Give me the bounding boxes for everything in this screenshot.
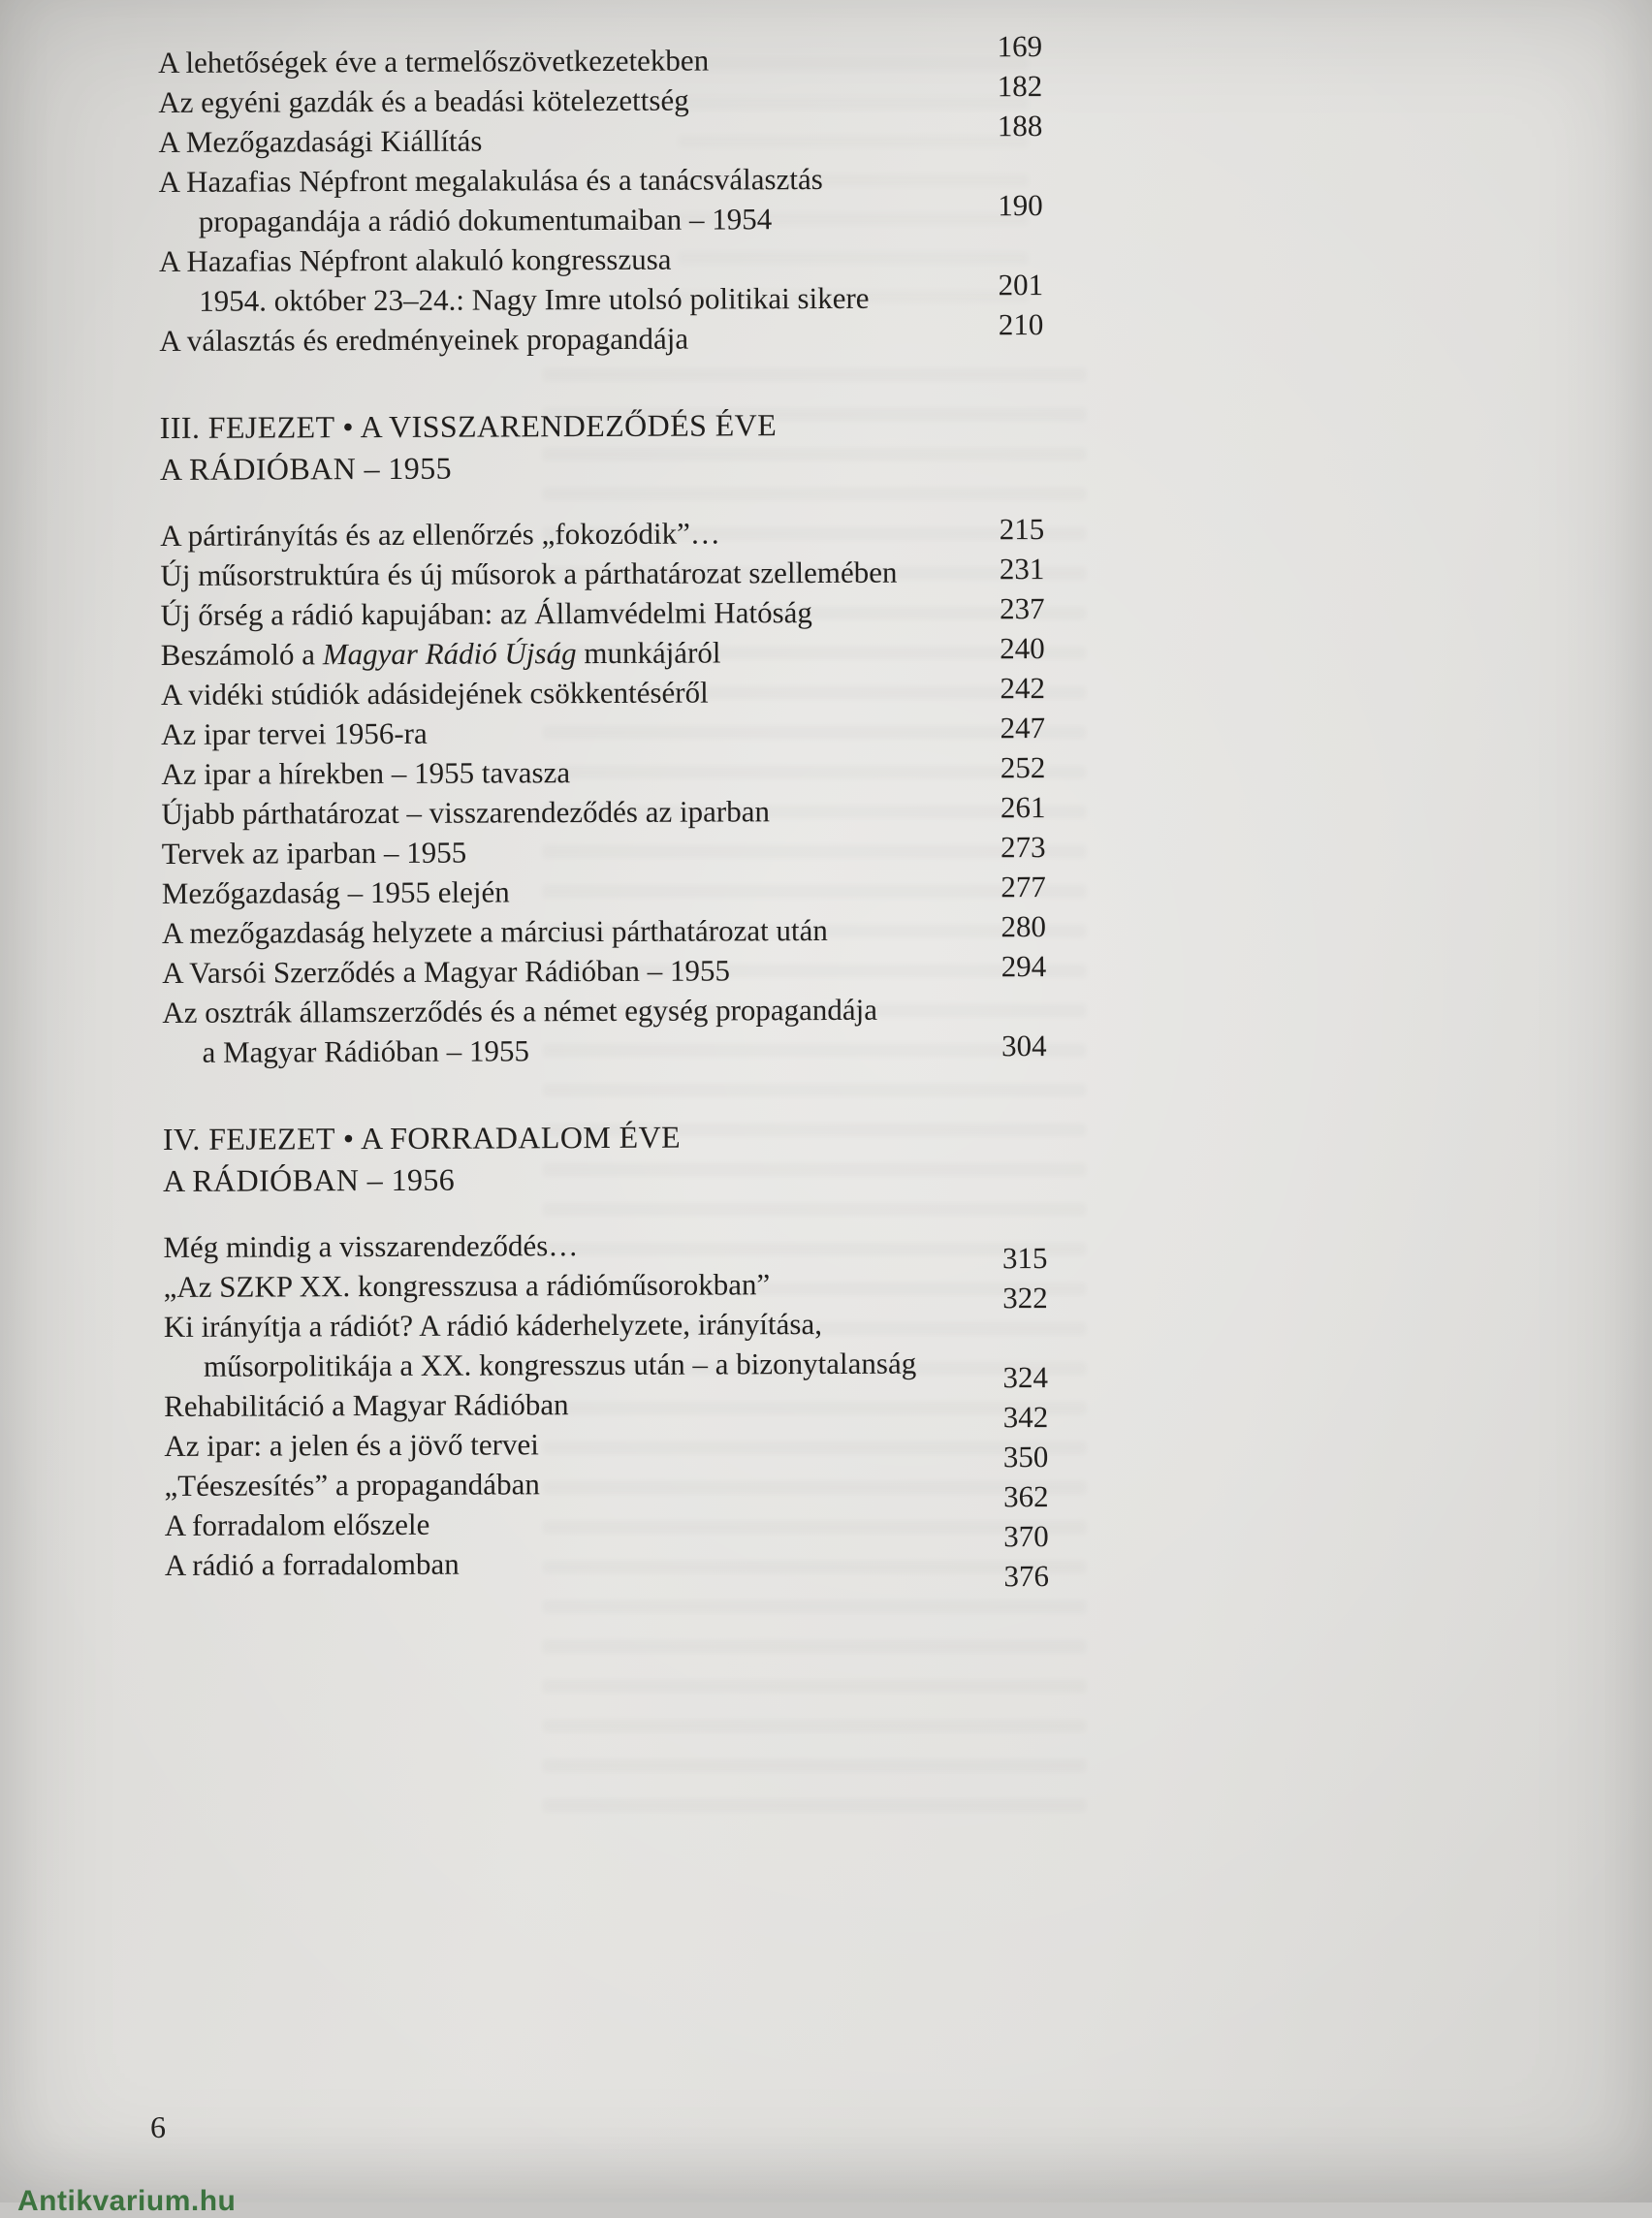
toc-entry [158,69,1043,122]
toc-entry-page-number: 201 [998,268,1044,302]
toc-entry [160,512,1044,555]
toc-entry-page-number: 324 [1002,1360,1049,1395]
toc-entry-line: A Hazafias Népfront alakuló kongresszusa [158,241,672,278]
toc-entry-title [160,591,963,635]
table-of-contents [158,29,1049,1594]
toc-entry-line: A forradalom előszele [164,1506,430,1542]
toc-section [160,403,1047,1072]
toc-entry-title [161,750,964,794]
toc-entry-title [163,1223,966,1267]
toc-entry-page-number: 350 [1002,1440,1049,1474]
toc-entry-line: Mezőgazdaság – 1955 elején [161,874,510,910]
chapter-heading-line: A RÁDIÓBAN – 1955 [159,450,453,487]
toc-entry [162,909,1046,953]
toc-entry-page-number: 242 [1000,671,1045,706]
toc-entry [163,1303,1049,1395]
toc-entry-title [158,39,961,82]
toc-entry-page-number: 188 [997,109,1043,143]
toc-entry-title [159,317,962,361]
toc-entry [160,591,1044,635]
toc-entry-page-number: 261 [1000,790,1046,825]
toc-entry-page-number: 294 [1001,949,1047,984]
toc-entry-line: műsorpolitikája a XX. kongresszus után – a bizonytalanság [203,1346,917,1383]
chapter-heading-line: IV. FEJEZET • A FORRADALOM ÉVE [162,1119,682,1157]
toc-entry [161,790,1045,834]
toc-entry-page-number: 304 [1001,1029,1047,1063]
toc-entry-title [164,1422,967,1466]
toc-entry-line: A Varsói Szerződés a Magyar Rádióban – 1955 [162,953,730,990]
toc-entry-title [161,671,964,714]
toc-entry [161,631,1045,675]
toc-entry-italic-segment: Magyar Rádió Újság [322,636,577,672]
toc-entry-title [164,1462,967,1505]
toc-section [162,1115,1049,1594]
toc-entry-line: „Az SZKP XX. kongresszusa a rádióműsorokban” [163,1267,771,1304]
toc-entry-title [160,552,963,595]
toc-entry [164,1541,1049,1594]
toc-entry-page-number: 315 [1001,1241,1048,1276]
toc-entry-line: a Magyar Rádióban – 1955 [202,1033,530,1069]
toc-entry-title [165,1541,968,1585]
chapter-heading [160,403,1044,491]
toc-entry [158,109,1043,162]
toc-entry [164,1382,1049,1435]
toc-entry-title [162,830,965,873]
toc-entry-title [164,1382,967,1426]
toc-entry-title [161,631,964,675]
toc-entry-line: Ki irányítja a rádiót? A rádió káderhelyzete, irányítása, [163,1307,822,1344]
toc-entry [162,949,1046,993]
toc-entry-page-number: 277 [1001,870,1046,904]
watermark: Antikvarium.hu [17,2185,237,2217]
toc-entry-line: Az egyéni gazdák és a beadási kötelezettség [158,82,689,119]
toc-entry-line: Még mindig a visszarendeződés… [163,1228,579,1264]
toc-entry-line: Új őrség a rádió kapujában: az Államvédelmi Hatóság [160,595,812,632]
toc-entry-title [160,512,963,555]
toc-entry-line [161,631,964,675]
toc-entry-page-number: 231 [999,552,1045,586]
toc-entry [163,1263,1048,1315]
toc-entry-line: A vidéki stúdiók adásidejének csökkentéséről [160,675,709,712]
toc-entry [159,238,1043,321]
toc-entry-page-number: 280 [1001,909,1047,944]
toc-entry-page-number: 376 [1003,1559,1049,1594]
toc-entry-segment: munkájáról [576,635,721,671]
toc-entry [164,1422,1049,1474]
toc-entry-line: Tervek az iparban – 1955 [161,835,467,871]
toc-entry-title [165,1502,968,1545]
toc-entry-title [161,711,964,754]
toc-entry [161,750,1045,794]
toc-entry-line: A Hazafias Népfront megalakulása és a tanácsválasztás [158,162,823,199]
toc-entry-title [159,238,962,321]
toc-entry-line: A rádió a forradalomban [164,1546,460,1582]
toc-entry-page-number: 362 [1002,1479,1049,1514]
toc-entry-page-number: 210 [998,307,1044,342]
toc-entry-title [162,989,965,1072]
toc-entry-title [161,790,964,834]
toc-entry-line: Újabb párthatározat – visszarendeződés az iparban [161,794,770,831]
toc-entry-line: A lehetőségek éve a termelőszövetkezetekben [158,43,710,79]
toc-section [158,29,1044,361]
toc-entry [164,1462,1049,1514]
toc-entry [160,552,1044,595]
toc-entry [164,1502,1049,1554]
toc-entry-page-number: 370 [1003,1519,1049,1554]
toc-entry [162,830,1046,873]
toc-entry [163,1223,1048,1276]
toc-entry-page-number: 273 [1001,830,1046,865]
toc-entry-page-number: 237 [999,591,1045,626]
toc-entry-line: Az ipar: a jelen és a jövő tervei [164,1427,539,1463]
toc-entry-line: A választás és eredményeinek propagandája [159,321,689,358]
toc-entry-title [162,949,965,993]
toc-entry-page-number: 252 [1000,750,1046,785]
chapter-heading [163,1115,1047,1202]
toc-entry-page-number: 322 [1002,1281,1048,1315]
chapter-heading-line: III. FEJEZET • A VISSZARENDEZŐDÉS ÉVE [159,407,778,445]
toc-entry [161,671,1045,714]
toc-entry [159,307,1044,361]
toc-entry-title [159,158,962,241]
toc-entry-line: Rehabilitáció a Magyar Rádióban [164,1387,569,1423]
toc-entry-line: A pártirányítás és az ellenőrzés „fokozódik”… [160,516,720,553]
toc-entry-title [158,79,961,122]
toc-entry-page-number: 247 [1000,711,1046,745]
toc-entry-title [162,909,965,953]
toc-entry-line: A mezőgazdaság helyzete a márciusi párthatározat után [161,912,828,950]
toc-entry-page-number: 342 [1002,1400,1049,1435]
toc-entry-line: Az ipar tervei 1956-ra [161,715,428,751]
toc-entry [159,158,1043,241]
toc-entry-line: propagandája a rádió dokumentumaiban – 1954 [198,202,773,238]
toc-entry [162,989,1046,1072]
toc-entry-segment: Beszámoló a [160,637,323,672]
toc-entry [158,29,1043,82]
toc-entry-page-number: 182 [997,69,1043,104]
toc-entry-page-number: 240 [1000,631,1045,666]
toc-entry-line: Új műsorstruktúra és új műsorok a párthatározat szellemében [160,554,898,592]
toc-entry-line: A Mezőgazdasági Kiállítás [158,123,483,159]
toc-entry-title [164,1303,967,1386]
toc-entry [162,870,1046,913]
toc-entry-title [164,1263,967,1307]
toc-entry-page-number: 169 [997,29,1043,64]
chapter-heading-line: A RÁDIÓBAN – 1956 [163,1161,456,1198]
page-number: 6 [150,2109,166,2144]
toc-entry-title [158,118,961,162]
toc-entry-line: Az osztrák államszerződés és a német egység propagandája [162,992,878,1030]
toc-entry-page-number: 215 [999,512,1045,547]
toc-entry [161,711,1045,754]
toc-entry-line: „Téeszesítés” a propagandában [164,1467,540,1503]
toc-entry-page-number: 190 [998,188,1043,223]
toc-entry-line: Az ipar a hírekben – 1955 tavasza [161,755,571,791]
toc-entry-line: 1954. október 23–24.: Nagy Imre utolsó politikai sikere [199,280,870,318]
toc-entry-title [162,870,965,913]
